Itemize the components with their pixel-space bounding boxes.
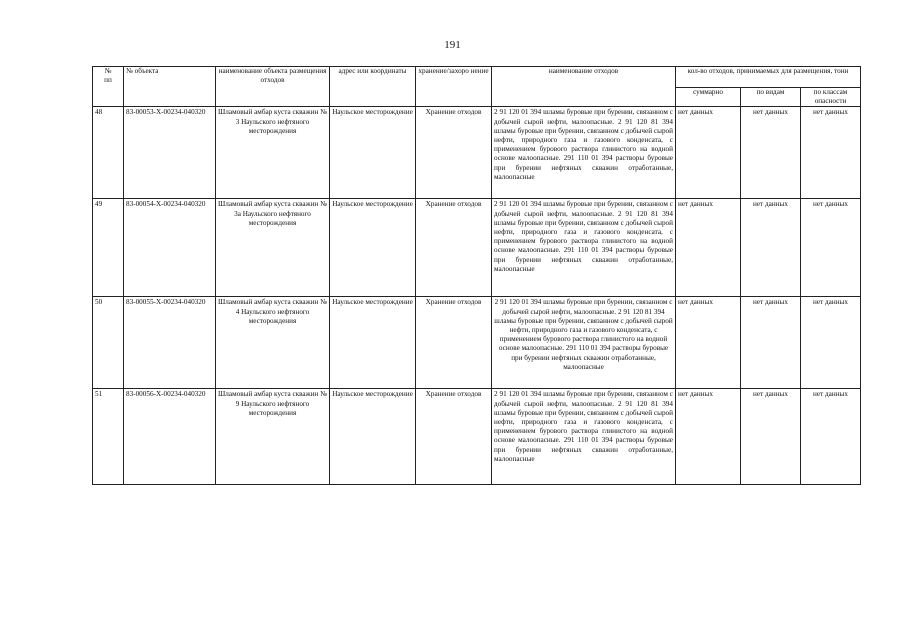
cell-address: Наульское месторождение bbox=[330, 297, 416, 389]
cell-qty-types: нет данных bbox=[741, 107, 801, 199]
cell-qty-classes: нет данных bbox=[801, 297, 861, 389]
cell-storage: Хранение отходов bbox=[416, 199, 492, 297]
cell-object-name: Шламовый амбар куста скважин № 3а Наульского нефтяного месторождения bbox=[216, 199, 330, 297]
table-row bbox=[93, 389, 861, 485]
cell-qty-total: нет данных bbox=[676, 389, 741, 485]
header-storage: хранение/захоро нение bbox=[416, 67, 492, 107]
cell-qty-classes: нет данных bbox=[801, 389, 861, 485]
cell-qty-types: нет данных bbox=[741, 199, 801, 297]
cell-qty-types: нет данных bbox=[741, 389, 801, 485]
header-qty-types: по видам bbox=[741, 88, 801, 107]
cell-object-name: Шламовый амбар куста скважин № 3 Наульского нефтяного месторождения bbox=[216, 107, 330, 199]
cell-num: 50 bbox=[93, 297, 124, 389]
cell-qty-total: нет данных bbox=[676, 107, 741, 199]
header-qty-classes: по классам опасности bbox=[801, 88, 861, 107]
cell-waste: 2 91 120 01 394 шламы буровые при бурении, связанном с добычей сырой нефти, малоопасные. 2 91 120 81 394 шламы буровые при бурении, связанном с добычей сырой нефти, природного газа и газового конденсата, с применением бурового раствора глинистого на водной основе малоопасные. 291 110 01 394 растворы буровые при бурении нефтяных скважин отработанные, малоопасные bbox=[492, 107, 676, 199]
cell-waste: 2 91 120 01 394 шламы буровые при бурении, связанном с добычей сырой нефти, малоопасные. 2 91 120 81 394 шламы буровые при бурении, связанном с добычей сырой нефти, природного газа и газового конденсата, с применением бурового раствора глинистого на водной основе малоопасные. 291 110 01 394 растворы буровые при бурении нефтяных скважин отработанные, малоопасные bbox=[492, 199, 676, 297]
header-object-num: № объекта bbox=[124, 67, 216, 107]
cell-storage: Хранение отходов bbox=[416, 297, 492, 389]
page-number: 191 bbox=[444, 39, 461, 51]
cell-qty-types: нет данных bbox=[741, 297, 801, 389]
header-address: адрес или координаты bbox=[330, 67, 416, 107]
header-object-name: наименование объекта размещения отходов bbox=[216, 67, 330, 107]
header-num: № пп bbox=[93, 67, 124, 107]
header-row bbox=[93, 67, 861, 88]
table-row bbox=[93, 107, 861, 199]
header-waste-name: наименование отходов bbox=[492, 67, 676, 107]
cell-object-num: 83-00056-Х-00234-040320 bbox=[124, 389, 216, 485]
cell-object-num: 83-00054-Х-00234-040320 bbox=[124, 199, 216, 297]
cell-qty-total: нет данных bbox=[676, 297, 741, 389]
waste-registry-table bbox=[92, 66, 861, 485]
cell-address: Наульское месторождение bbox=[330, 107, 416, 199]
cell-address: Наульское месторождение bbox=[330, 389, 416, 485]
cell-object-num: 83-00053-Х-00234-040320 bbox=[124, 107, 216, 199]
cell-address: Наульское месторождение bbox=[330, 199, 416, 297]
table-row bbox=[93, 199, 861, 297]
cell-num: 51 bbox=[93, 389, 124, 485]
cell-object-name: Шламовый амбар куста скважин № 9 Наульского нефтяного месторождения bbox=[216, 389, 330, 485]
cell-object-name: Шламовый амбар куста скважин № 4 Наульского нефтяного месторождения bbox=[216, 297, 330, 389]
cell-storage: Хранение отходов bbox=[416, 107, 492, 199]
cell-waste: 2 91 120 01 394 шламы буровые при бурении, связанном с добычей сырой нефти, малоопасные. 2 91 120 81 394 шламы буровые при бурении, связанном с добычей сырой нефти, природного газа и газового конденсата, с применением бурового раствора глинистого на водной основе малоопасные. 291 110 01 394 растворы буровые при бурении нефтяных скважин отработанные, малоопасные bbox=[492, 389, 676, 485]
header-qty-group: кол-во отходов, принимаемых для размещения, тонн bbox=[676, 67, 861, 88]
cell-storage: Хранение отходов bbox=[416, 389, 492, 485]
header-qty-total: суммарно bbox=[676, 88, 741, 107]
cell-qty-total: нет данных bbox=[676, 199, 741, 297]
table-row bbox=[93, 297, 861, 389]
cell-qty-classes: нет данных bbox=[801, 199, 861, 297]
cell-object-num: 83-00055-Х-00234-040320 bbox=[124, 297, 216, 389]
cell-num: 48 bbox=[93, 107, 124, 199]
cell-num: 49 bbox=[93, 199, 124, 297]
cell-waste: 2 91 120 01 394 шламы буровые при бурении, связанном с добычей сырой нефти, малоопасные. 2 91 120 81 394 шламы буровые при бурении, связанном с добычей сырой нефти, природного газа и газового конденсата, с применением бурового раствора глинистого на водной основе малоопасные. 291 110 01 394 растворы буровые при бурении нефтяных скважин отработанные, малоопасные bbox=[492, 297, 676, 389]
cell-qty-classes: нет данных bbox=[801, 107, 861, 199]
